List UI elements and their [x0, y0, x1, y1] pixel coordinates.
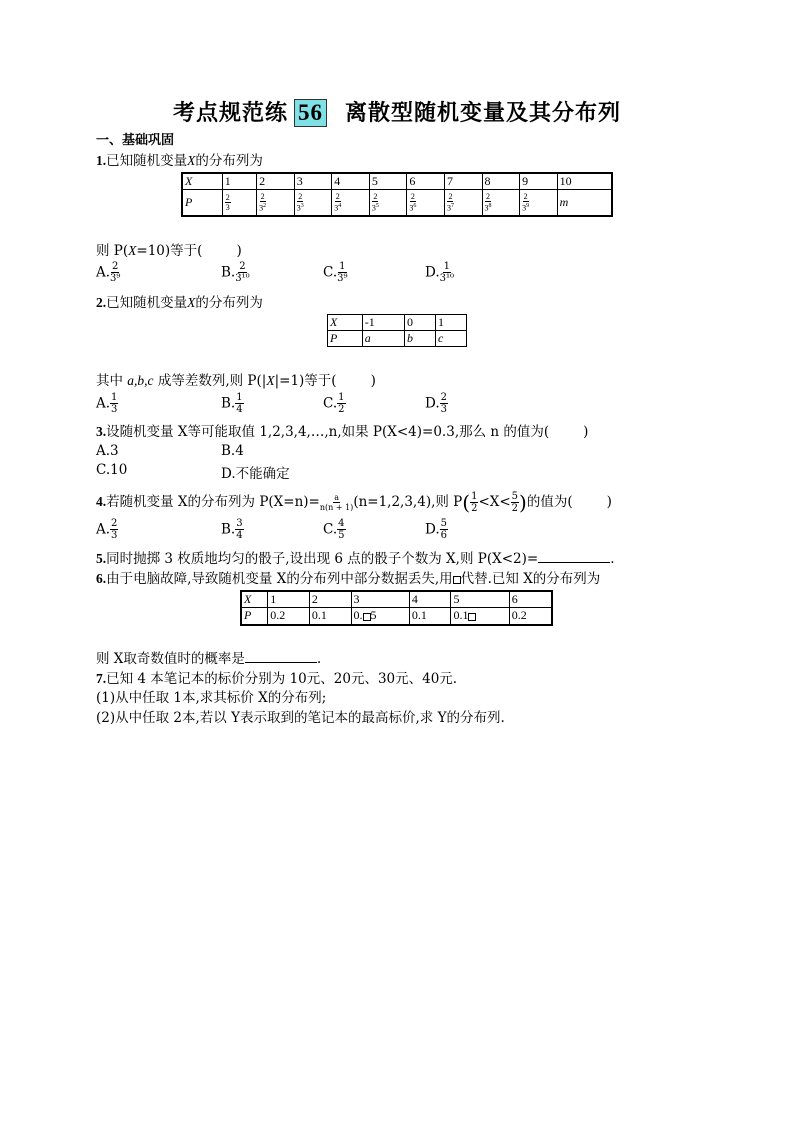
p-fraction: $\frac{2}{3^4}$: [334, 191, 342, 213]
option-fraction: $\frac{1}{\text{3⁹}}$: [337, 261, 348, 284]
q2-var: X: [187, 295, 196, 310]
q2-ask-pre: 其中: [96, 373, 128, 389]
missing-box-icon: [453, 576, 461, 584]
x-value-cell: 1: [268, 591, 310, 608]
p-value-cell: [294, 190, 332, 216]
q2-ask-post: |=1)等于(: [274, 373, 337, 389]
option-label: C.: [323, 521, 338, 538]
q3-option-a[interactable]: A.3: [96, 443, 119, 459]
p-value-cell: b: [405, 331, 436, 347]
x-value-cell: 10: [557, 173, 612, 190]
q1-ask-post: =10)等于(: [136, 243, 203, 259]
option-fraction: $\frac{3}{4}$: [236, 518, 243, 541]
p-fraction: $\frac{2}{3}$: [225, 192, 230, 212]
q4-ineq-lt: <X<: [478, 494, 511, 510]
q3-number: 3.: [96, 424, 107, 439]
q1-stem-end: 的分布列为: [195, 153, 263, 169]
q4-option-c[interactable]: [323, 518, 346, 541]
q1-stem: [96, 152, 263, 170]
q2-option-b[interactable]: [221, 392, 244, 415]
q7-number: 7.: [96, 671, 107, 686]
p-header-cell: P: [241, 608, 268, 625]
q6-distribution-table: [240, 590, 553, 626]
p-value-cell: [332, 190, 370, 216]
q4-pre: 若随机变量 X的分布列为 P(X=n)=: [106, 494, 320, 510]
q3-stem: [96, 423, 588, 441]
x-value-cell: -1: [362, 315, 404, 331]
q1-option-d[interactable]: [425, 261, 454, 284]
p-value-cell: [407, 190, 445, 216]
option-fraction: $\frac{1}{\text{3¹⁰}}$: [439, 261, 455, 284]
q1-number: 1.: [96, 153, 107, 168]
x-value-cell: 2: [257, 173, 295, 190]
x-value-cell: 1: [436, 315, 467, 331]
q4-option-a[interactable]: [96, 518, 118, 541]
q2-distribution-table: [327, 314, 467, 347]
q2-option-c[interactable]: [323, 392, 346, 415]
missing-digit-icon: [363, 613, 371, 621]
q6-text2: 代替.已知 X的分布列为: [460, 571, 601, 587]
p-value-cell: m: [557, 190, 612, 216]
q6-number: 6.: [96, 571, 107, 586]
option-fraction: $\frac{5}{6}$: [440, 518, 448, 541]
p-header-cell: P: [182, 190, 222, 216]
q1-distribution-table: [181, 172, 613, 217]
p-value-cell: 0.2: [509, 608, 552, 625]
missing-digit-icon: [468, 613, 476, 621]
q6-answer-blank[interactable]: [245, 650, 317, 663]
q4-frac-den: n(n + 1): [319, 503, 354, 512]
q1-option-a[interactable]: [96, 261, 120, 284]
p-fraction: $\frac{2}{3^7}$: [446, 191, 454, 213]
p-value-cell: [520, 190, 558, 216]
q4-close: ): [606, 494, 612, 510]
q1-question: [96, 242, 242, 260]
q3-option-d[interactable]: D.不能确定: [221, 466, 290, 482]
p-value-cell: 0.1: [409, 608, 451, 625]
q7-stem: [96, 670, 457, 688]
option-label: B.: [221, 264, 236, 281]
option-fraction: $\frac{2}{\text{3¹⁰}}$: [235, 261, 250, 284]
q3-text: 设随机变量 X等可能取值 1,2,3,4,…,n,如果 P(X<4)=0.3,那么 n 的值为(: [106, 424, 550, 440]
q5-text: 同时抛掷 3 枚质地均匀的骰子,设出现 6 点的骰子个数为 X,则 P(X<2)=: [106, 551, 539, 567]
p-header-cell: P: [328, 331, 363, 347]
q1-option-b[interactable]: [221, 261, 250, 284]
option-fraction: $\frac{1}{2}$: [338, 392, 345, 415]
q2-option-a[interactable]: [96, 392, 118, 415]
title-prefix: 考点规范练: [172, 101, 288, 126]
x-value-cell: 5: [451, 591, 509, 608]
p-fraction: $\frac{2}{3^3}$: [296, 191, 304, 213]
option-fraction: $\frac{4}{5}$: [338, 518, 345, 541]
x-value-cell: 8: [482, 173, 520, 190]
p-value-cell: 0. 5: [351, 608, 409, 625]
page-title: [0, 96, 794, 127]
x-header-cell: X: [328, 315, 363, 331]
q2-ask-close: ): [370, 373, 376, 389]
q7-text: 已知 4 本笔记本的标价分别为 10元、20元、30元、40元.: [106, 671, 458, 687]
q1-ask-close: ): [236, 243, 242, 259]
p-value-cell: a: [362, 331, 404, 347]
p-fraction: $\frac{2}{3^8}$: [484, 191, 492, 213]
option-fraction: $\frac{1}{3}$: [111, 392, 118, 415]
p-value-cell: [222, 190, 256, 216]
p-value-cell: [444, 190, 482, 216]
p-value-cell: c: [436, 331, 467, 347]
q1-ask-pre: 则 P(: [96, 243, 129, 259]
q2-stem: [96, 294, 263, 312]
q1-var: X: [187, 153, 196, 168]
x-header-cell: X: [241, 591, 268, 608]
option-label: D.: [425, 395, 440, 412]
q7-sub2: (2)从中任取 2本,若以 Y表示取到的笔记本的最高标价,求 Y的分布列.: [96, 710, 505, 726]
q7-sub1: (1)从中任取 1本,求其标价 X的分布列;: [96, 690, 327, 706]
x-value-cell: 3: [351, 591, 409, 608]
option-fraction: $\frac{2}{3}$: [111, 518, 118, 541]
x-header-cell: X: [182, 173, 222, 190]
q4-frac-num: a: [334, 493, 339, 502]
option-label: A.: [96, 521, 111, 538]
q4-stem: 4.若随机变量 X的分布列为 P(X=n)= $\frac{a}{n(n + 1)}$ (n=1,2,3,4),则 P( $\frac{1}{2}$ <X< $\frac{5}{2}$ )的值为( ): [96, 490, 612, 515]
p-fraction: $\frac{2}{3^5}$: [371, 191, 379, 213]
q1-stem-text: 已知随机变量: [106, 153, 188, 169]
q1-ask-var: X: [128, 243, 137, 258]
option-label: D.: [425, 264, 440, 281]
q5-stem: 5.同时抛掷 3 枚质地均匀的骰子,设出现 6 点的骰子个数为 X,则 P(X<2)= .: [96, 551, 615, 567]
option-label: C.: [323, 395, 338, 412]
x-value-cell: 0: [405, 315, 436, 331]
x-value-cell: 1: [222, 173, 256, 190]
x-value-cell: 7: [444, 173, 482, 190]
option-fraction: $\frac{2}{\text{3⁹}}$: [110, 261, 121, 284]
option-label: B.: [221, 395, 236, 412]
q3-option-c[interactable]: C.10: [96, 462, 128, 478]
q2-stem-end: 的分布列为: [195, 295, 263, 311]
q6-stem: [96, 570, 600, 588]
q4-ineq-frac-a: $\frac{1}{2}$: [471, 491, 478, 514]
q5-answer-blank[interactable]: [538, 550, 610, 563]
p-value-cell: 0.2: [268, 608, 310, 625]
p-fraction: $\frac{2}{3^6}$: [409, 191, 417, 213]
q2-ask-var: X: [266, 373, 275, 388]
section-heading: 一、基础巩固: [96, 133, 175, 148]
option-label: B.: [221, 521, 236, 538]
option-fraction: $\frac{2}{3}$: [440, 392, 448, 415]
p-fraction: $\frac{2}{3^2}$: [259, 191, 267, 213]
x-value-cell: 5: [369, 173, 407, 190]
title-suffix: 离散型随机变量及其分布列: [345, 101, 622, 126]
q4-post: 的值为(: [526, 494, 573, 510]
p-fraction: $\frac{2}{3^9}$: [522, 191, 530, 213]
q3-option-b[interactable]: B.4: [221, 443, 244, 459]
x-value-cell: 4: [332, 173, 370, 190]
title-number-badge: 56: [294, 99, 327, 127]
x-value-cell: 6: [407, 173, 445, 190]
x-value-cell: 6: [509, 591, 552, 608]
p-value-cell: 0.1: [309, 608, 351, 625]
q2-option-d[interactable]: [425, 392, 448, 415]
option-label: A.: [96, 264, 111, 281]
x-value-cell: 4: [409, 591, 451, 608]
option-label: A.: [96, 395, 111, 412]
p-value-cell: [257, 190, 295, 216]
x-value-cell: 9: [520, 173, 558, 190]
option-fraction: $\frac{1}{4}$: [236, 392, 243, 415]
q4-ineq-frac-b: $\frac{5}{2}$: [511, 491, 519, 514]
q1-option-c[interactable]: [323, 261, 348, 284]
p-value-cell: [369, 190, 407, 216]
q4-option-d[interactable]: [425, 518, 448, 541]
option-label: D.: [425, 521, 440, 538]
q6-ask: 则 X取奇数值时的概率是: [96, 651, 245, 667]
q2-ask-vars: a,b,c: [127, 373, 154, 388]
q2-question: [96, 372, 376, 390]
q4-mid: (n=1,2,3,4),则 P: [353, 494, 463, 510]
x-value-cell: 2: [309, 591, 351, 608]
option-label: C.: [323, 264, 338, 281]
q6-question: 则 X取奇数值时的概率是 .: [96, 651, 322, 667]
q2-number: 2.: [96, 295, 107, 310]
q3-close: ): [583, 424, 589, 440]
p-value-cell: 0.1: [451, 608, 509, 625]
q5-number: 5.: [96, 551, 107, 566]
q4-number: 4.: [96, 494, 107, 509]
p-value-cell: [482, 190, 520, 216]
q2-stem-text: 已知随机变量: [106, 295, 188, 311]
q2-ask-mid: 成等差数列,则 P(|: [153, 373, 267, 389]
q4-option-b[interactable]: [221, 518, 244, 541]
q6-text: 由于电脑故障,导致随机变量 X的分布列中部分数据丢失,用: [106, 571, 453, 587]
q4-fraction: [320, 493, 353, 512]
x-value-cell: 3: [294, 173, 332, 190]
